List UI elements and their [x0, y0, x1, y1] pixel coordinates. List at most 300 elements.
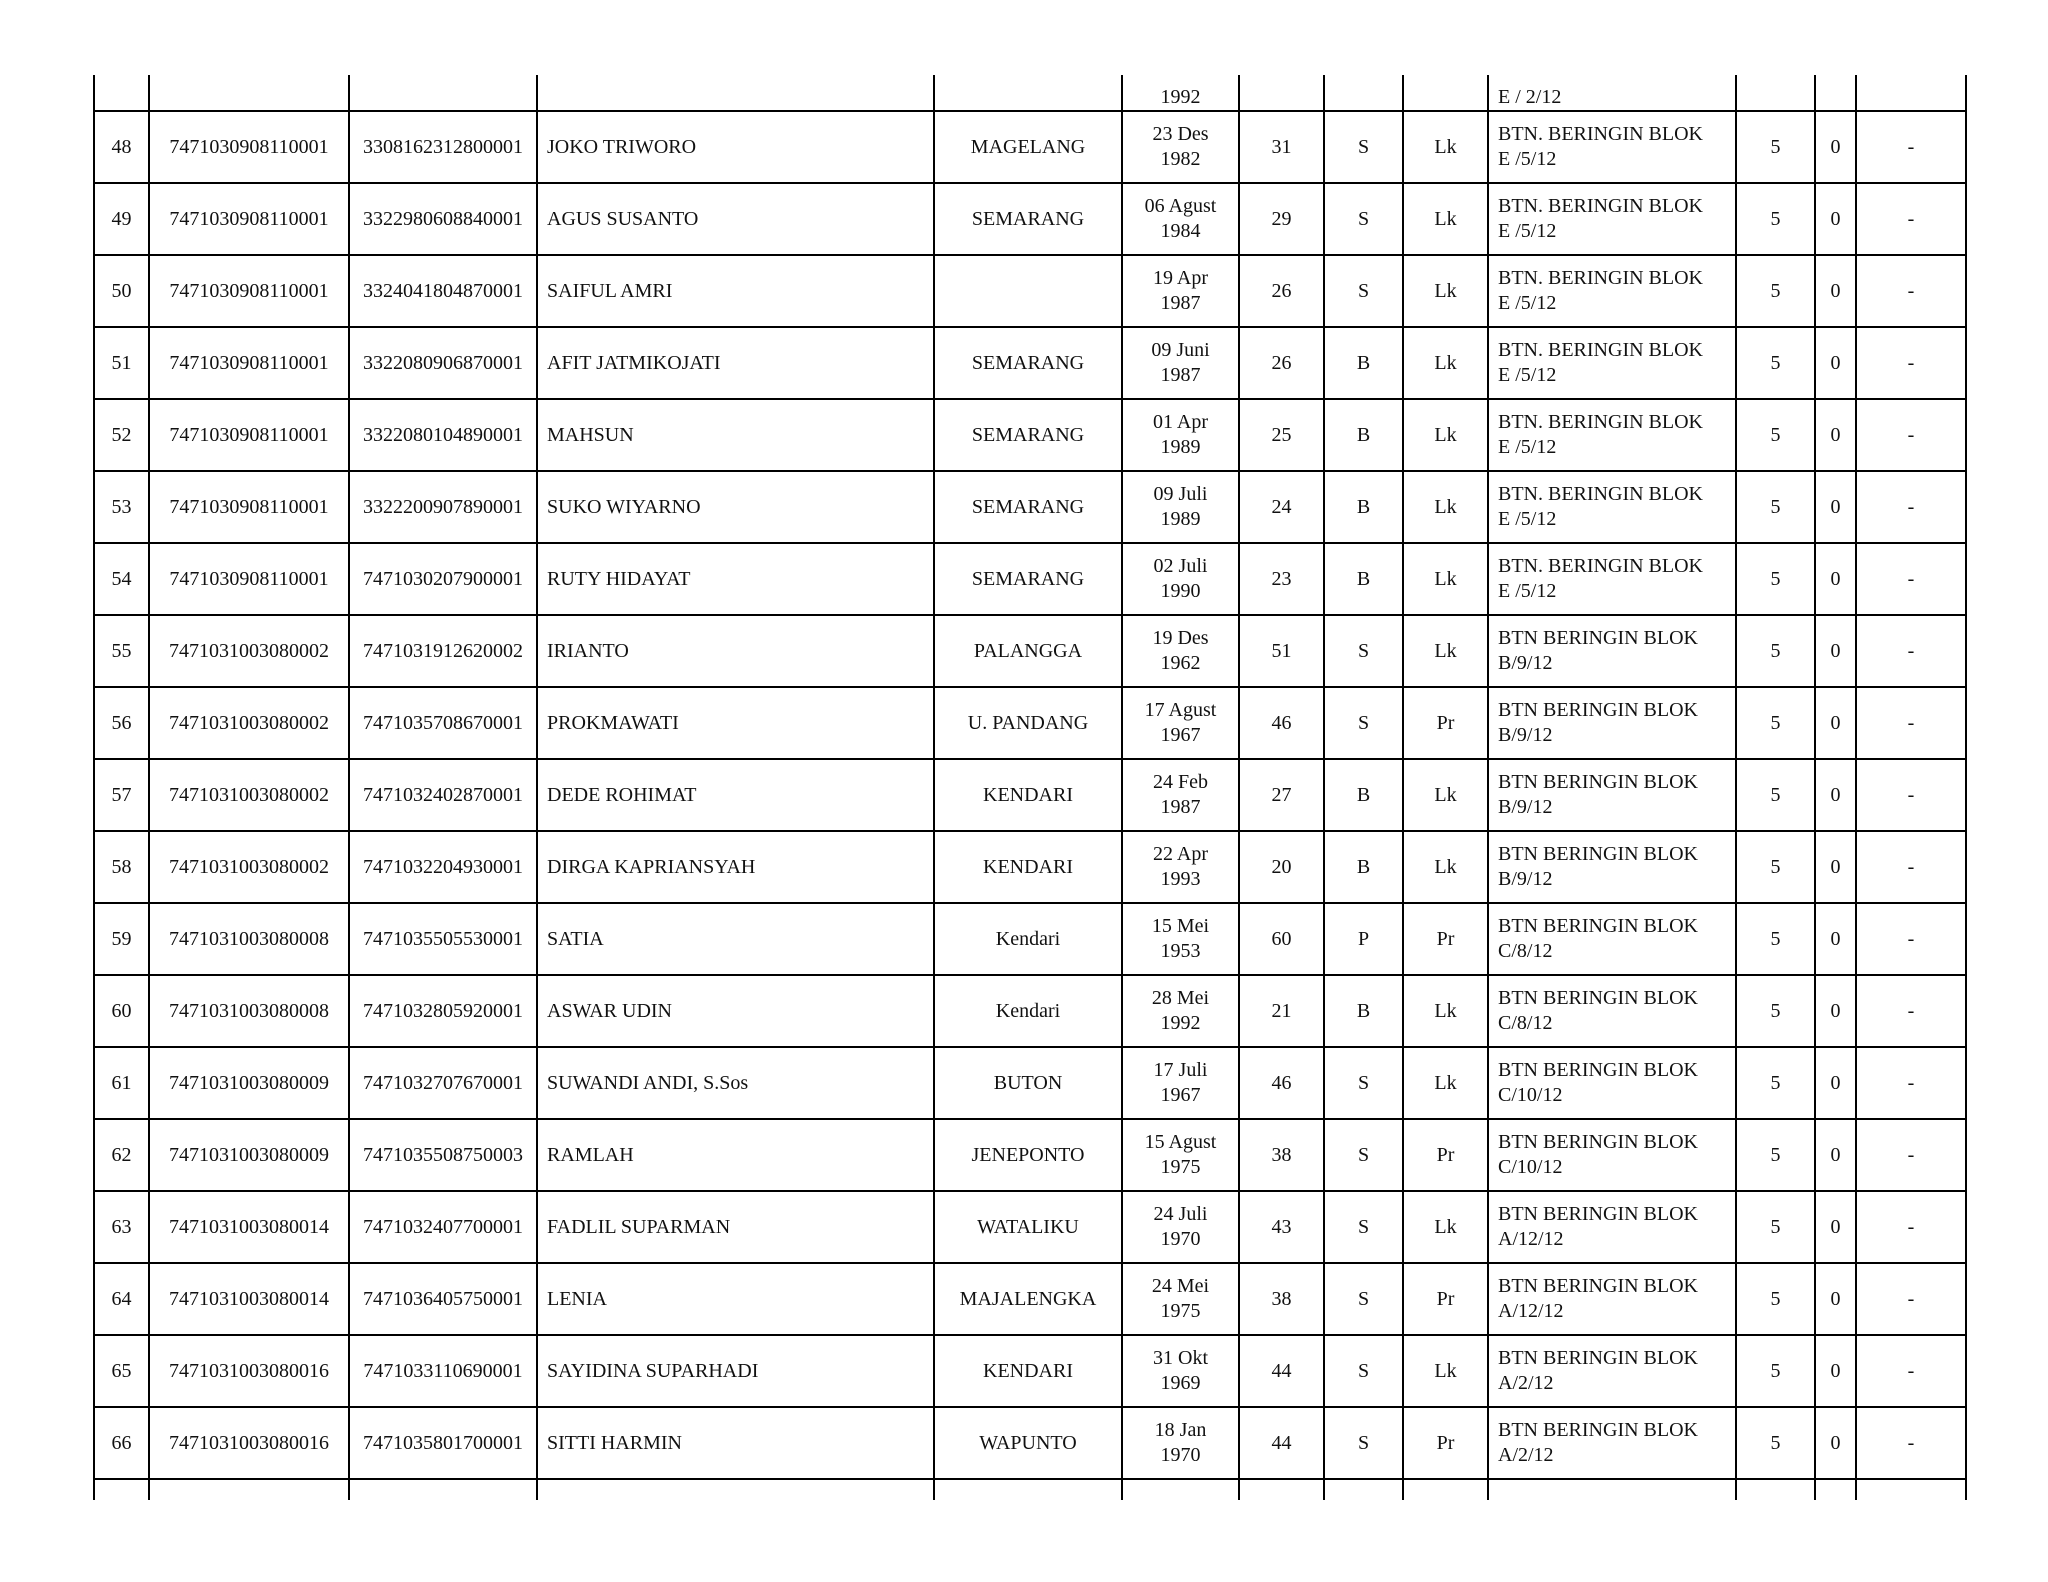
cell-no: 61 [94, 1047, 149, 1119]
cell-tanggal-lahir-line: 01 Apr [1153, 411, 1208, 433]
cell-ket: - [1856, 975, 1966, 1047]
cell-ket: - [1856, 831, 1966, 903]
cell-nkk: 7471031003080002 [149, 759, 349, 831]
table-row [94, 975, 1966, 1047]
cell-alamat-line: E /5/12 [1498, 220, 1557, 242]
cell-tempat-lahir: PALANGGA [934, 615, 1122, 687]
cell-tanggal-lahir [1122, 1047, 1239, 1119]
cell-tanggal-lahir-line: 1987 [1160, 364, 1201, 386]
cell-ket: - [1856, 1191, 1966, 1263]
cell-no: 56 [94, 687, 149, 759]
cell-alamat: E / 2/12 [1488, 75, 1736, 111]
cell-alamat-line: E /5/12 [1498, 364, 1557, 386]
cell-no: 54 [94, 543, 149, 615]
cell-nik [349, 1479, 537, 1500]
cell-keterangan: 0 [1815, 615, 1856, 687]
cell-nkk: 7471031003080009 [149, 1047, 349, 1119]
cell-umur: 23 [1239, 543, 1324, 615]
cell-jenis-kelamin: Lk [1403, 1047, 1488, 1119]
cell-umur: 43 [1239, 1191, 1324, 1263]
cell-no: 55 [94, 615, 149, 687]
cell-tanggal-lahir [1122, 615, 1239, 687]
cell-status: S [1324, 255, 1403, 327]
cell-tanggal-lahir-line: 18 Jan [1154, 1419, 1207, 1441]
cell-tempat-lahir [934, 255, 1122, 327]
cell-nkk [149, 75, 349, 111]
cell-nama: AGUS SUSANTO [537, 183, 934, 255]
cell-no: 52 [94, 399, 149, 471]
cell-nama: FADLIL SUPARMAN [537, 1191, 934, 1263]
cell-umur: 44 [1239, 1407, 1324, 1479]
cell-tempat-lahir: U. PANDANG [934, 687, 1122, 759]
cell-jenis-kelamin [1403, 1479, 1488, 1500]
cell-tempat-lahir: Kendari [934, 903, 1122, 975]
cell-alamat [1488, 1335, 1736, 1407]
cell-alamat-line: E /5/12 [1498, 148, 1557, 170]
cell-no [94, 75, 149, 111]
cell-status: S [1324, 1047, 1403, 1119]
cell-disabilitas: 5 [1736, 615, 1815, 687]
cell-keterangan: 0 [1815, 1119, 1856, 1191]
cell-tempat-lahir: KENDARI [934, 1335, 1122, 1407]
cell-nkk [149, 1479, 349, 1500]
cell-nik: 3308162312800001 [349, 111, 537, 183]
cell-tanggal-lahir-line: 17 Agust [1144, 699, 1217, 721]
cell-umur [1239, 75, 1324, 111]
cell-keterangan: 0 [1815, 1263, 1856, 1335]
cell-keterangan: 0 [1815, 1407, 1856, 1479]
cell-tanggal-lahir [1122, 327, 1239, 399]
cell-alamat-line: BTN BERINGIN BLOK [1498, 627, 1698, 649]
cell-tempat-lahir: WAPUNTO [934, 1407, 1122, 1479]
cell-nkk: 7471031003080002 [149, 687, 349, 759]
cell-no: 59 [94, 903, 149, 975]
cell-jenis-kelamin: Lk [1403, 255, 1488, 327]
cell-ket: - [1856, 399, 1966, 471]
cell-tanggal-lahir-line: 1967 [1160, 1084, 1201, 1106]
cell-alamat [1488, 183, 1736, 255]
table-row [94, 1263, 1966, 1335]
table-row [94, 183, 1966, 255]
cell-tanggal-lahir-line: 1970 [1160, 1444, 1201, 1466]
cell-alamat [1488, 1407, 1736, 1479]
cell-status [1324, 75, 1403, 111]
cell-ket: - [1856, 255, 1966, 327]
cell-alamat-line: BTN BERINGIN BLOK [1498, 987, 1698, 1009]
cell-disabilitas: 5 [1736, 903, 1815, 975]
cell-keterangan: 0 [1815, 183, 1856, 255]
cell-tanggal-lahir [1122, 1479, 1239, 1500]
cell-alamat-line: BTN BERINGIN BLOK [1498, 1419, 1698, 1441]
cell-nik: 7471032707670001 [349, 1047, 537, 1119]
cell-ket [1856, 1479, 1966, 1500]
cell-jenis-kelamin: Pr [1403, 1263, 1488, 1335]
cell-tanggal-lahir-line: 09 Juni [1151, 339, 1210, 361]
cell-tanggal-lahir [1122, 1407, 1239, 1479]
cell-keterangan: 0 [1815, 1335, 1856, 1407]
cell-tempat-lahir: SEMARANG [934, 399, 1122, 471]
cell-alamat-line: BTN BERINGIN BLOK [1498, 1275, 1698, 1297]
cell-alamat-line: BTN. BERINGIN BLOK [1498, 555, 1703, 577]
cell-no: 63 [94, 1191, 149, 1263]
cell-keterangan [1815, 1479, 1856, 1500]
cell-tanggal-lahir [1122, 759, 1239, 831]
cell-tanggal-lahir [1122, 1119, 1239, 1191]
cell-tempat-lahir: MAJALENGKA [934, 1263, 1122, 1335]
cell-jenis-kelamin: Lk [1403, 471, 1488, 543]
cell-tanggal-lahir-line: 1990 [1160, 580, 1201, 602]
cell-tanggal-lahir-line: 24 Feb [1153, 771, 1208, 793]
cell-alamat [1488, 111, 1736, 183]
cell-status: B [1324, 543, 1403, 615]
cell-nik: 7471032407700001 [349, 1191, 537, 1263]
cell-alamat-line: A/2/12 [1498, 1372, 1554, 1394]
cell-jenis-kelamin: Lk [1403, 111, 1488, 183]
table-row [94, 1191, 1966, 1263]
cell-nik: 7471031912620002 [349, 615, 537, 687]
cell-tanggal-lahir-line: 06 Agust [1144, 195, 1217, 217]
cell-alamat-line: C/10/12 [1498, 1156, 1563, 1178]
cell-keterangan: 0 [1815, 831, 1856, 903]
cell-no: 64 [94, 1263, 149, 1335]
cell-jenis-kelamin: Lk [1403, 615, 1488, 687]
cell-tempat-lahir: SEMARANG [934, 543, 1122, 615]
cell-alamat-line: C/8/12 [1498, 1012, 1553, 1034]
cell-alamat-line: BTN BERINGIN BLOK [1498, 1059, 1698, 1081]
table-row [94, 327, 1966, 399]
cell-tempat-lahir: KENDARI [934, 759, 1122, 831]
cell-tanggal-lahir-line: 1987 [1160, 796, 1201, 818]
cell-umur: 38 [1239, 1263, 1324, 1335]
cell-jenis-kelamin: Lk [1403, 183, 1488, 255]
cell-umur: 44 [1239, 1335, 1324, 1407]
cell-alamat-line: BTN BERINGIN BLOK [1498, 1131, 1698, 1153]
cell-status: S [1324, 111, 1403, 183]
cell-tempat-lahir: JENEPONTO [934, 1119, 1122, 1191]
cell-tanggal-lahir-line: 1953 [1160, 940, 1201, 962]
cell-alamat-line: BTN BERINGIN BLOK [1498, 915, 1698, 937]
cell-tempat-lahir: MAGELANG [934, 111, 1122, 183]
cell-status: B [1324, 327, 1403, 399]
cell-nama: LENIA [537, 1263, 934, 1335]
cell-ket: - [1856, 111, 1966, 183]
cell-nama: MAHSUN [537, 399, 934, 471]
cell-umur: 21 [1239, 975, 1324, 1047]
cell-nama: JOKO TRIWORO [537, 111, 934, 183]
cell-nkk: 7471031003080009 [149, 1119, 349, 1191]
cell-umur: 26 [1239, 327, 1324, 399]
cell-nik: 3322080104890001 [349, 399, 537, 471]
cell-ket: - [1856, 1119, 1966, 1191]
cell-jenis-kelamin: Lk [1403, 1335, 1488, 1407]
cell-ket: - [1856, 615, 1966, 687]
cell-status: S [1324, 1335, 1403, 1407]
cell-ket: - [1856, 759, 1966, 831]
cell-disabilitas: 5 [1736, 1407, 1815, 1479]
table-row [94, 1335, 1966, 1407]
cell-nama: SUWANDI ANDI, S.Sos [537, 1047, 934, 1119]
cell-status: S [1324, 615, 1403, 687]
cell-nik: 7471033110690001 [349, 1335, 537, 1407]
cell-nik: 7471036405750001 [349, 1263, 537, 1335]
cell-alamat [1488, 471, 1736, 543]
cell-nama: RUTY HIDAYAT [537, 543, 934, 615]
cell-tanggal-lahir [1122, 831, 1239, 903]
cell-disabilitas: 5 [1736, 111, 1815, 183]
cell-tanggal-lahir-line: 15 Agust [1144, 1131, 1217, 1153]
cell-ket: - [1856, 1263, 1966, 1335]
cell-status: P [1324, 903, 1403, 975]
cell-nama: RAMLAH [537, 1119, 934, 1191]
cell-tanggal-lahir-line: 19 Des [1152, 627, 1209, 649]
cell-disabilitas: 5 [1736, 831, 1815, 903]
cell-no: 49 [94, 183, 149, 255]
cell-alamat [1488, 1191, 1736, 1263]
cell-alamat-line: BTN BERINGIN BLOK [1498, 1347, 1698, 1369]
cell-alamat-line: A/12/12 [1498, 1228, 1564, 1250]
cell-ket: - [1856, 543, 1966, 615]
table-row [94, 1119, 1966, 1191]
table-body [94, 75, 1966, 1500]
cell-nkk: 7471030908110001 [149, 471, 349, 543]
table-row [94, 615, 1966, 687]
table-row [94, 255, 1966, 327]
cell-umur: 20 [1239, 831, 1324, 903]
cell-tanggal-lahir-line: 1967 [1160, 724, 1201, 746]
cell-disabilitas [1736, 1479, 1815, 1500]
cell-alamat-line: C/8/12 [1498, 940, 1553, 962]
cell-nkk: 7471031003080008 [149, 903, 349, 975]
cell-alamat [1488, 903, 1736, 975]
cell-alamat [1488, 975, 1736, 1047]
cell-status: B [1324, 471, 1403, 543]
cell-nik: 3322080906870001 [349, 327, 537, 399]
table-row [94, 687, 1966, 759]
cell-jenis-kelamin: Lk [1403, 975, 1488, 1047]
cell-disabilitas: 5 [1736, 327, 1815, 399]
cell-tanggal-lahir [1122, 975, 1239, 1047]
cell-nik: 3322200907890001 [349, 471, 537, 543]
table-row [94, 903, 1966, 975]
cell-nkk: 7471031003080002 [149, 831, 349, 903]
cell-disabilitas [1736, 75, 1815, 111]
cell-nkk: 7471031003080008 [149, 975, 349, 1047]
cell-tanggal-lahir-line: 24 Mei [1151, 1275, 1210, 1297]
cell-nik: 7471035708670001 [349, 687, 537, 759]
cell-nkk: 7471030908110001 [149, 543, 349, 615]
cell-keterangan: 0 [1815, 471, 1856, 543]
cell-keterangan: 0 [1815, 687, 1856, 759]
cell-alamat-line: BTN BERINGIN BLOK [1498, 699, 1698, 721]
cell-tanggal-lahir-line: 1987 [1160, 292, 1201, 314]
cell-tanggal-lahir [1122, 903, 1239, 975]
cell-tanggal-lahir: 1992 [1122, 75, 1239, 111]
cell-nik: 7471035508750003 [349, 1119, 537, 1191]
cell-umur: 46 [1239, 1047, 1324, 1119]
cell-umur: 27 [1239, 759, 1324, 831]
cell-status: B [1324, 975, 1403, 1047]
cell-tanggal-lahir-line: 1982 [1160, 148, 1201, 170]
cell-tanggal-lahir [1122, 1263, 1239, 1335]
cell-status: S [1324, 1263, 1403, 1335]
cell-jenis-kelamin: Lk [1403, 759, 1488, 831]
cell-tempat-lahir [934, 75, 1122, 111]
cell-nkk: 7471031003080016 [149, 1335, 349, 1407]
table-row [94, 471, 1966, 543]
cell-alamat-line: BTN. BERINGIN BLOK [1498, 411, 1703, 433]
cell-alamat [1488, 1263, 1736, 1335]
cell-keterangan: 0 [1815, 975, 1856, 1047]
cell-tanggal-lahir-line: 1975 [1160, 1300, 1201, 1322]
cell-keterangan: 0 [1815, 759, 1856, 831]
cell-no: 53 [94, 471, 149, 543]
cell-nik: 7471032204930001 [349, 831, 537, 903]
cell-nama [537, 75, 934, 111]
cell-nama: IRIANTO [537, 615, 934, 687]
cell-nkk: 7471031003080016 [149, 1407, 349, 1479]
cell-status: B [1324, 831, 1403, 903]
cell-alamat-line: BTN. BERINGIN BLOK [1498, 339, 1703, 361]
cell-tempat-lahir: WATALIKU [934, 1191, 1122, 1263]
cell-tanggal-lahir-line: 24 Juli [1153, 1203, 1208, 1225]
table-row [94, 831, 1966, 903]
cell-umur: 26 [1239, 255, 1324, 327]
table-row [94, 1407, 1966, 1479]
cell-nkk: 7471030908110001 [149, 327, 349, 399]
cell-tanggal-lahir-line: 1989 [1160, 508, 1201, 530]
cell-jenis-kelamin [1403, 75, 1488, 111]
cell-status: S [1324, 1191, 1403, 1263]
cell-nik [349, 75, 537, 111]
cell-alamat-line: C/10/12 [1498, 1084, 1563, 1106]
cell-keterangan: 0 [1815, 543, 1856, 615]
cell-umur: 31 [1239, 111, 1324, 183]
cell-nkk: 7471030908110001 [149, 255, 349, 327]
cell-disabilitas: 5 [1736, 255, 1815, 327]
cell-alamat [1488, 327, 1736, 399]
cell-alamat-line: A/2/12 [1498, 1444, 1554, 1466]
cell-alamat [1488, 399, 1736, 471]
cell-alamat [1488, 759, 1736, 831]
cell-disabilitas: 5 [1736, 399, 1815, 471]
cell-alamat [1488, 255, 1736, 327]
cell-nama: SAIFUL AMRI [537, 255, 934, 327]
cell-keterangan [1815, 75, 1856, 111]
cell-ket: - [1856, 1407, 1966, 1479]
cell-umur: 38 [1239, 1119, 1324, 1191]
cell-no: 57 [94, 759, 149, 831]
cell-disabilitas: 5 [1736, 1263, 1815, 1335]
cell-jenis-kelamin: Pr [1403, 687, 1488, 759]
cell-tempat-lahir: SEMARANG [934, 183, 1122, 255]
cell-status [1324, 1479, 1403, 1500]
cell-tanggal-lahir-line: 1993 [1160, 868, 1201, 890]
cell-nik: 7471030207900001 [349, 543, 537, 615]
cell-no: 48 [94, 111, 149, 183]
cell-disabilitas: 5 [1736, 759, 1815, 831]
cell-alamat-line: E /5/12 [1498, 436, 1557, 458]
cell-tempat-lahir [934, 1479, 1122, 1500]
cell-alamat-line: BTN. BERINGIN BLOK [1498, 483, 1703, 505]
cell-nkk: 7471030908110001 [149, 183, 349, 255]
cell-nkk: 7471031003080002 [149, 615, 349, 687]
cell-status: B [1324, 759, 1403, 831]
cell-alamat-line: BTN BERINGIN BLOK [1498, 843, 1698, 865]
cell-tempat-lahir: KENDARI [934, 831, 1122, 903]
cell-jenis-kelamin: Pr [1403, 1119, 1488, 1191]
cell-nama [537, 1479, 934, 1500]
cell-nik: 7471035801700001 [349, 1407, 537, 1479]
cell-nama: SATIA [537, 903, 934, 975]
cell-alamat-line: A/12/12 [1498, 1300, 1564, 1322]
cell-disabilitas: 5 [1736, 1335, 1815, 1407]
cell-tanggal-lahir [1122, 471, 1239, 543]
table-row [94, 759, 1966, 831]
cell-tanggal-lahir-line: 22 Apr [1153, 843, 1208, 865]
cell-jenis-kelamin: Lk [1403, 399, 1488, 471]
cell-no: 66 [94, 1407, 149, 1479]
cell-keterangan: 0 [1815, 111, 1856, 183]
cell-nama: PROKMAWATI [537, 687, 934, 759]
cell-no: 65 [94, 1335, 149, 1407]
table-row [94, 399, 1966, 471]
cell-alamat [1488, 831, 1736, 903]
cell-alamat [1488, 687, 1736, 759]
cell-tanggal-lahir-line: 1969 [1160, 1372, 1201, 1394]
cell-ket: - [1856, 1335, 1966, 1407]
cell-status: S [1324, 1407, 1403, 1479]
cell-no: 51 [94, 327, 149, 399]
cell-tanggal-lahir-line: 02 Juli [1153, 555, 1208, 577]
cell-disabilitas: 5 [1736, 471, 1815, 543]
cell-keterangan: 0 [1815, 1191, 1856, 1263]
cell-keterangan: 0 [1815, 327, 1856, 399]
cell-nkk: 7471030908110001 [149, 111, 349, 183]
cell-disabilitas: 5 [1736, 1191, 1815, 1263]
cell-ket: - [1856, 471, 1966, 543]
cell-nama: ASWAR UDIN [537, 975, 934, 1047]
cell-umur: 60 [1239, 903, 1324, 975]
cell-tanggal-lahir-line: 1975 [1160, 1156, 1201, 1178]
cell-tanggal-lahir-line: 31 Okt [1153, 1347, 1208, 1369]
cell-umur: 51 [1239, 615, 1324, 687]
cell-ket: - [1856, 687, 1966, 759]
cell-nik: 3322980608840001 [349, 183, 537, 255]
cell-no: 50 [94, 255, 149, 327]
cell-alamat-line: B/9/12 [1498, 652, 1553, 674]
cell-tempat-lahir: SEMARANG [934, 327, 1122, 399]
cell-nkk: 7471031003080014 [149, 1263, 349, 1335]
cell-tempat-lahir: Kendari [934, 975, 1122, 1047]
cell-alamat [1488, 1479, 1736, 1500]
cell-disabilitas: 5 [1736, 687, 1815, 759]
cell-tanggal-lahir-line: 1970 [1160, 1228, 1201, 1250]
cell-alamat-line: B/9/12 [1498, 724, 1553, 746]
cell-keterangan: 0 [1815, 255, 1856, 327]
table-row [94, 111, 1966, 183]
cell-nama: AFIT JATMIKOJATI [537, 327, 934, 399]
cell-jenis-kelamin: Lk [1403, 831, 1488, 903]
cell-jenis-kelamin: Pr [1403, 1407, 1488, 1479]
cell-umur: 29 [1239, 183, 1324, 255]
cell-tanggal-lahir [1122, 1335, 1239, 1407]
cell-tanggal-lahir [1122, 687, 1239, 759]
cell-ket: - [1856, 327, 1966, 399]
voter-list-table [93, 75, 1967, 1500]
cell-tanggal-lahir-line: 17 Juli [1153, 1059, 1208, 1081]
cell-keterangan: 0 [1815, 1047, 1856, 1119]
cell-tanggal-lahir [1122, 1191, 1239, 1263]
